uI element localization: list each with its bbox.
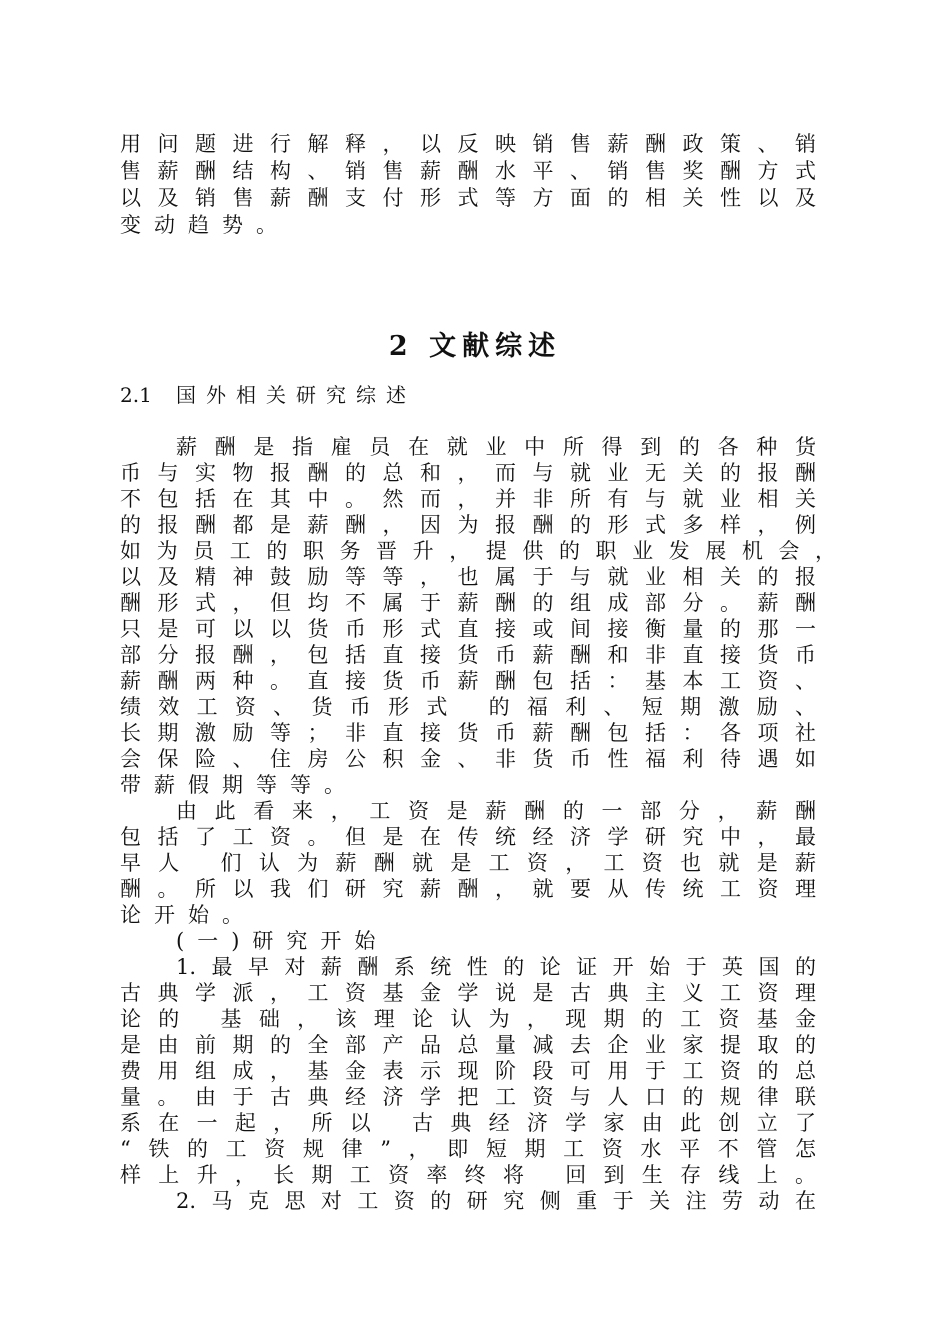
- text-line: 古典学派，工资基金学说是古典主义工资理: [120, 981, 816, 1005]
- text-line: 长期激励等；非直接货币薪酬包括：各项社: [120, 721, 816, 745]
- text-line: 2.马克思对工资的研究侧重于关注劳动在: [176, 1189, 816, 1213]
- text-line: 早人 们认为薪酬就是工资，工资也就是薪: [120, 851, 816, 875]
- text-line: 变动趋势。: [120, 213, 290, 237]
- text-line: 如为员工的职务晋升，提供的职业发展机会，: [120, 539, 836, 563]
- text-line: 薪酬两种。直接货币薪酬包括：基本工资、: [120, 669, 816, 693]
- text-line: 以及销售薪酬支付形式等方面的相关性以及: [120, 186, 816, 210]
- text-line: “铁的工资规律”，即短期工资水平不管怎: [120, 1137, 816, 1161]
- text-line: 币与实物报酬的总和，而与就业无关的报酬: [120, 461, 816, 485]
- text-line: 的报酬都是薪酬，因为报酬的形式多样，例: [120, 513, 816, 537]
- text-line: 论的 基础，该理论认为，现期的工资基金: [120, 1007, 816, 1031]
- text-line: 由此看来，工资是薪酬的一部分，薪酬: [176, 799, 816, 823]
- text-line: 不包括在其中。然而，并非所有与就业相关: [120, 487, 816, 511]
- text-line: 用问题进行解释，以反映销售薪酬政策、销: [120, 132, 816, 156]
- text-line: 是由前期的全部产品总量减去企业家提取的: [120, 1033, 816, 1057]
- text-line: 费用组成，基金表示现阶段可用于工资的总: [120, 1059, 816, 1083]
- section-heading: [120, 381, 416, 409]
- text-line: 量。由于古典经济学把工资与人口的规律联: [120, 1085, 816, 1109]
- text-line: 论开始。: [120, 903, 256, 927]
- text-line: 样上升，长期工资率终将 回到生存线上。: [120, 1163, 816, 1187]
- chapter-title: 2 文献综述: [388, 331, 562, 362]
- section-number: 2.1: [120, 383, 152, 407]
- text-line: 售薪酬结构、销售薪酬水平、销售奖酬方式: [120, 159, 816, 183]
- text-line: 1.最早对薪酬系统性的论证开始于英国的: [176, 955, 816, 979]
- text-line: 包括了工资。但是在传统经济学研究中，最: [120, 825, 816, 849]
- text-line: 带薪假期等等。: [120, 773, 358, 797]
- text-line: 只是可以以货币形式直接或间接衡量的那一: [120, 617, 816, 641]
- text-line: 薪酬是指雇员在就业中所得到的各种货: [176, 435, 816, 459]
- text-line: 以及精神鼓励等等，也属于与就业相关的报: [120, 565, 816, 589]
- text-line: 会保险、住房公积金、非货币性福利待遇如: [120, 747, 816, 771]
- text-line: 酬。所以我们研究薪酬，就要从传统工资理: [120, 877, 816, 901]
- section-title: 国外相关研究综述: [176, 383, 416, 407]
- text-line: 绩效工资、货币形式 的福利、短期激励、: [120, 695, 816, 719]
- subheading-research-start: (一)研究开始: [176, 929, 389, 953]
- text-line: 酬形式，但均不属于薪酬的组成部分。薪酬: [120, 591, 816, 615]
- text-line: 部分报酬，包括直接货币薪酬和非直接货币: [120, 643, 816, 667]
- text-line: 系在一起，所以 古典经济学家由此创立了: [120, 1111, 816, 1135]
